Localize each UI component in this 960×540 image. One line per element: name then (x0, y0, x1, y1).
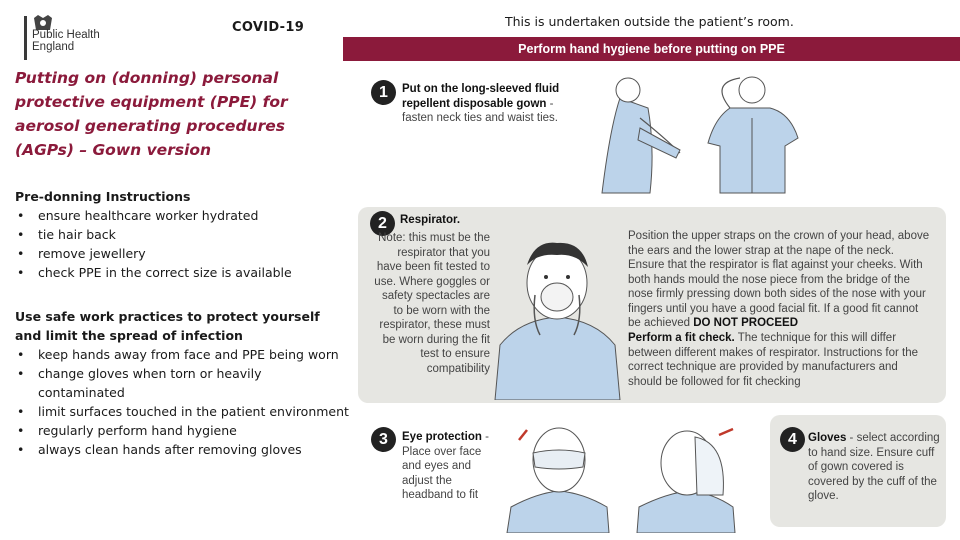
step-2-heading (400, 213, 460, 228)
step-2-bold: Respirator. (400, 214, 461, 226)
list-item: • ensure healthcare worker hydrated (15, 206, 350, 225)
list-item: • regularly perform hand hygiene (15, 421, 350, 440)
hand-hygiene-banner: Perform hand hygiene before putting on PPE (343, 37, 960, 61)
covid-label: COVID-19 (232, 20, 305, 35)
logo-bar (24, 16, 27, 60)
logo-line-2: England (32, 40, 75, 53)
step-1-number: 1 (371, 80, 396, 105)
respirator-illustration (490, 235, 625, 400)
list-item: • tie hair back (15, 225, 350, 244)
step-2-note: Note: this must be the respirator that you have been fit tested to use. Where goggles or safety spectacles are to be worn with the respirator, these must be worn during the fit test to ensure compatibility (374, 232, 490, 375)
step-3-bold: Eye protection (402, 431, 482, 443)
pre-donning-section (15, 187, 350, 282)
list-item: • remove jewellery (15, 244, 350, 263)
step-3-text (402, 430, 494, 503)
logo-line-1: Public Health (32, 29, 100, 41)
fit-check-bold: Perform a fit check. (628, 332, 735, 344)
location-note: This is undertaken outside the patient’s room. (505, 14, 794, 29)
list-item: • keep hands away from face and PPE being worn (15, 345, 350, 364)
step-2-instructions (628, 229, 933, 331)
eye-protection-illustration (497, 415, 747, 533)
step-2-fitcheck (628, 331, 933, 389)
gown-illustration (580, 68, 810, 198)
step-1-bold: Put on the long-sleeved fluid repellent disposable gown (402, 83, 560, 110)
step-1-text (402, 82, 577, 126)
fit-check-detail: The technique for this will differ between different makes of respirator. Instructions for the correct technique are provided by manufacturers and should be followed for fit checking (628, 332, 918, 388)
safe-practices-section (15, 307, 350, 459)
step-3-detail: - Place over face and eyes and adjust the headband to fit (402, 431, 489, 501)
list-item: • check PPE in the correct size is available (15, 263, 350, 282)
do-not-proceed: DO NOT PROCEED (693, 317, 799, 329)
step-2-detail: Position the upper straps on the crown of your head, above the ears and the lower strap at the nape of the neck. Ensure that the respirator is flat against your cheeks. With both hands mould the nose piece from the bridge of the nose firmly pressing down both sides of the nose with your fingers until you have a good facial fit. If a good fit cannot be achieved (628, 230, 930, 329)
step-1-detail: - fasten neck ties and waist ties. (402, 97, 558, 124)
safe-practices-heading: Use safe work practices to protect yourself and limit the spread of infection (15, 309, 320, 343)
step-2-panel (358, 207, 946, 403)
list-item: • limit surfaces touched in the patient environment (15, 402, 350, 421)
phe-logo (24, 8, 114, 60)
logo-text (32, 30, 100, 53)
pre-donning-heading: Pre-donning Instructions (15, 189, 191, 204)
page-title: Putting on (donning) personal protective equipment (PPE) for aerosol generating procedures (AGPs) – Gown version (15, 69, 288, 159)
step-4-bold: Gloves (808, 432, 847, 444)
step-4-number: 4 (780, 427, 805, 452)
step-4-detail: - select according to hand size. Ensure cuff of gown covered is covered by the cuff of the glove. (808, 432, 940, 502)
step-3-number: 3 (371, 427, 396, 452)
step-4-panel (770, 415, 946, 527)
list-item: • change gloves when torn or heavily contaminated (15, 364, 350, 402)
list-item: • always clean hands after removing gloves (15, 440, 350, 459)
step-2-number: 2 (370, 211, 395, 236)
step-4-text (808, 431, 940, 504)
